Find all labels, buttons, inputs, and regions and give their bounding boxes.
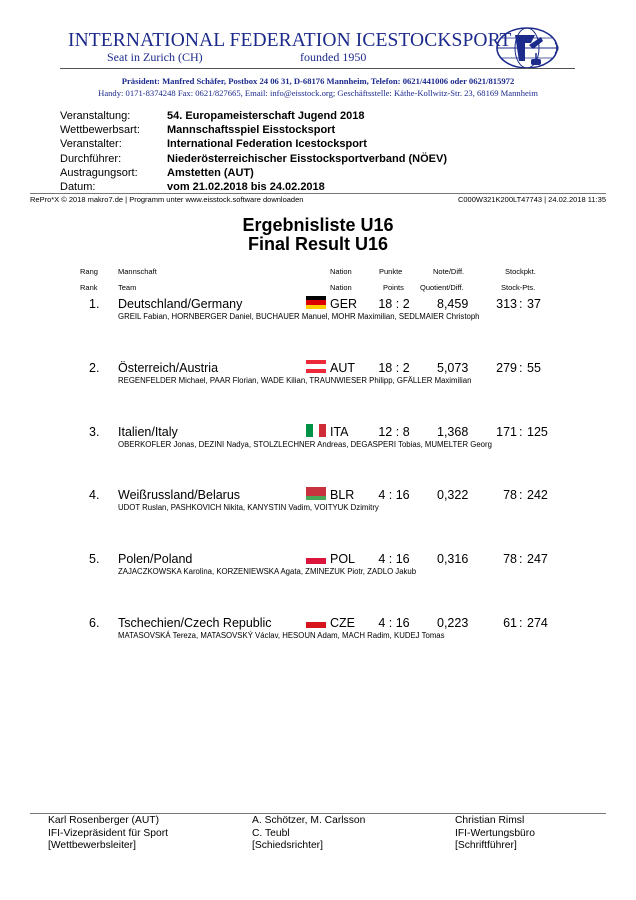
result-team: Deutschland/Germany xyxy=(118,297,243,311)
result-title-german: Ergebnisliste U16 xyxy=(242,215,394,235)
meta-row xyxy=(60,152,447,166)
col-note-de: Note/Diff. xyxy=(433,267,465,276)
nation-flag-icon xyxy=(306,551,326,564)
result-nation: ITA xyxy=(330,425,349,439)
result-rank: 6. xyxy=(89,616,100,630)
col-note-en: Quotient/Diff. xyxy=(420,283,464,292)
president-address xyxy=(0,76,636,86)
points-won: 12 xyxy=(378,425,393,439)
federation-seat: Seat in Zurich (CH) xyxy=(107,50,203,64)
signature-function: [Schiedsrichter] xyxy=(252,840,323,852)
meta-value: vom 21.02.2018 bis 24.02.2018 xyxy=(167,181,325,194)
col-stock-en: Stock-Pts. xyxy=(501,283,536,292)
points-lost: 16 xyxy=(395,616,410,630)
col-team-en: Team xyxy=(118,283,137,292)
result-points: 4 : 16 xyxy=(378,488,410,502)
stock-points-for: 78 xyxy=(503,552,517,566)
meta-row xyxy=(60,137,447,151)
result-quotient: 1,368 xyxy=(437,425,469,439)
meta-value: International Federation Icestocksport xyxy=(167,138,367,151)
signature-block xyxy=(455,815,535,853)
signature-function: [Schriftführer] xyxy=(455,840,517,852)
meta-label: Wettbewerbsart: xyxy=(60,124,140,137)
result-rank: 3. xyxy=(89,425,100,439)
points-won: 4 xyxy=(378,552,386,566)
meta-row xyxy=(60,123,447,137)
nation-flag-icon xyxy=(306,360,326,373)
col-points-en: Points xyxy=(383,283,404,292)
result-nation: GER xyxy=(330,297,358,311)
stock-points-separator: : xyxy=(519,616,523,630)
signature-role: IFI-Wertungsbüro xyxy=(455,827,535,839)
result-nation: AUT xyxy=(330,361,355,375)
result-players: GREIL Fabian, HORNBERGER Daniel, BUCHAUER Manuel, MOHR Maximilian, SEDLMAIER Christoph xyxy=(118,312,480,321)
document-code: C000W321K200LT47743 | 24.02.2018 11:35 xyxy=(457,195,606,204)
stock-points-separator: : xyxy=(519,297,523,311)
result-quotient: 0,223 xyxy=(437,616,469,630)
meta-label: Austragungsort: xyxy=(60,166,138,179)
col-rank-en: Rank xyxy=(80,283,98,292)
header-divider xyxy=(60,68,575,69)
signature-divider xyxy=(30,813,606,814)
col-nation-en: Nation xyxy=(330,283,352,292)
points-won: 4 xyxy=(378,488,386,502)
result-players: ZAJACZKOWSKA Karolina, KORZENIEWSKA Agata, ZMINEZUK Piotr, ZADLO Jakub xyxy=(118,567,417,576)
col-stock-de: Stockpkt. xyxy=(505,267,536,276)
signature-function: [Wettbewerbsleiter] xyxy=(48,840,136,852)
result-team: Polen/Poland xyxy=(118,552,193,566)
points-lost: 16 xyxy=(395,488,410,502)
points-won: 4 xyxy=(378,616,386,630)
result-players: REGENFELDER Michael, PAAR Florian, WADE Kilian, TRAUNWIESER Philipp, GFÄLLER Maximilian xyxy=(118,376,472,385)
result-quotient: 0,316 xyxy=(437,552,469,566)
federation-founded: founded 1950 xyxy=(300,50,367,64)
result-players: UDOT Ruslan, PASHKOVICH Nikita, KANYSTIN Vadim, VOITYUK Dzimitry xyxy=(118,503,379,512)
stock-points-against: 37 xyxy=(527,297,541,311)
meta-label: Veranstalter: xyxy=(60,138,122,151)
nation-flag-icon xyxy=(306,424,326,437)
result-rank: 2. xyxy=(89,361,100,375)
nation-flag-icon xyxy=(306,615,326,628)
meta-value: 54. Europameisterschaft Jugend 2018 xyxy=(167,110,365,122)
result-points: 18 : 2 xyxy=(378,361,410,375)
meta-row xyxy=(60,109,447,123)
points-won: 18 xyxy=(378,297,393,311)
col-team-de: Mannschaft xyxy=(118,267,157,276)
points-lost: 16 xyxy=(395,552,410,566)
meta-row xyxy=(60,166,447,180)
event-metadata xyxy=(60,109,447,194)
result-quotient: 0,322 xyxy=(437,488,469,502)
software-credit: RePro*X © 2018 makro7.de | Programm unter www.eisstock.software downloaden xyxy=(30,195,304,204)
result-players: MATASOVSKÁ Tereza, MATASOVSKÝ Václav, HESOUN Adam, MACH Radim, KUDEJ Tomas xyxy=(118,631,445,640)
points-lost: 2 xyxy=(402,361,410,375)
signature-role: C. Teubl xyxy=(252,827,290,839)
stock-points-for: 313 xyxy=(496,297,517,311)
points-lost: 2 xyxy=(402,297,410,311)
president-address-bold: Präsident: Manfred Schäfer, Postbox 24 06 31, D-68176 Mannheim, Telefon: 0621/441006 oder 0621/815972 xyxy=(121,76,515,86)
result-points: 4 : 16 xyxy=(378,552,410,566)
contact-address: Handy: 0171-8374248 Fax: 0621/827665, Email: info@eisstock.org; Geschäftsstelle: Käthe-Kollwitz-Str. 23, 68169 Mannheim xyxy=(98,88,538,98)
stock-points-against: 247 xyxy=(527,552,548,566)
stock-points-separator: : xyxy=(519,552,523,566)
stock-points-against: 274 xyxy=(527,616,548,630)
result-nation: CZE xyxy=(330,616,355,630)
nation-flag-icon xyxy=(306,296,326,309)
result-rank: 4. xyxy=(89,488,100,502)
stock-points-separator: : xyxy=(519,488,523,502)
signature-name: A. Schötzer, M. Carlsson xyxy=(252,815,366,826)
stock-points-against: 125 xyxy=(527,425,548,439)
result-rank: 5. xyxy=(89,552,100,566)
software-line xyxy=(30,193,606,206)
result-team: Weißrussland/Belarus xyxy=(118,488,241,502)
meta-value: Mannschaftsspiel Eisstocksport xyxy=(167,124,336,137)
stock-points-separator: : xyxy=(519,361,523,375)
meta-label: Datum: xyxy=(60,181,96,194)
result-team: Österreich/Austria xyxy=(118,361,219,375)
signature-name: Karl Rosenberger (AUT) xyxy=(48,815,160,826)
points-lost: 8 xyxy=(402,425,410,439)
result-points: 18 : 2 xyxy=(378,297,410,311)
meta-label: Veranstaltung: xyxy=(60,110,131,122)
result-rank: 1. xyxy=(89,297,100,311)
result-title-english: Final Result U16 xyxy=(247,234,389,254)
stock-points-for: 61 xyxy=(503,616,517,630)
signature-name: Christian Rimsl xyxy=(455,815,525,826)
result-nation: POL xyxy=(330,552,356,566)
stock-points-separator: : xyxy=(519,425,523,439)
result-nation: BLR xyxy=(330,488,355,502)
result-team: Tschechien/Czech Republic xyxy=(118,616,272,630)
stock-points-against: 55 xyxy=(527,361,541,375)
result-points: 12 : 8 xyxy=(378,425,410,439)
signature-role: IFI-Vizepräsident für Sport xyxy=(48,827,168,839)
signature-block xyxy=(48,815,168,853)
result-players: OBERKOFLER Jonas, DEZINI Nadya, STOLZLECHNER Andreas, DEGASPERI Tobias, MUMELTER Georg xyxy=(118,440,492,449)
result-quotient: 8,459 xyxy=(437,297,469,311)
stock-points-against: 242 xyxy=(527,488,548,502)
result-team: Italien/Italy xyxy=(118,425,178,439)
points-won: 18 xyxy=(378,361,393,375)
meta-label: Durchführer: xyxy=(60,152,122,165)
meta-value: Amstetten (AUT) xyxy=(167,166,254,179)
stock-points-for: 279 xyxy=(496,361,517,375)
col-points-de: Punkte xyxy=(379,267,403,276)
col-rank-de: Rang xyxy=(80,267,98,276)
meta-value: Niederösterreichischer Eisstocksportverband (NÖEV) xyxy=(167,152,447,165)
result-quotient: 5,073 xyxy=(437,361,469,375)
col-nation-de: Nation xyxy=(330,267,352,276)
federation-title: INTERNATIONAL FEDERATION ICESTOCKSPORT xyxy=(68,30,512,51)
stock-points-for: 78 xyxy=(503,488,517,502)
stock-points-for: 171 xyxy=(496,425,517,439)
nation-flag-icon xyxy=(306,487,326,500)
result-points: 4 : 16 xyxy=(378,616,410,630)
signature-block xyxy=(252,815,365,853)
